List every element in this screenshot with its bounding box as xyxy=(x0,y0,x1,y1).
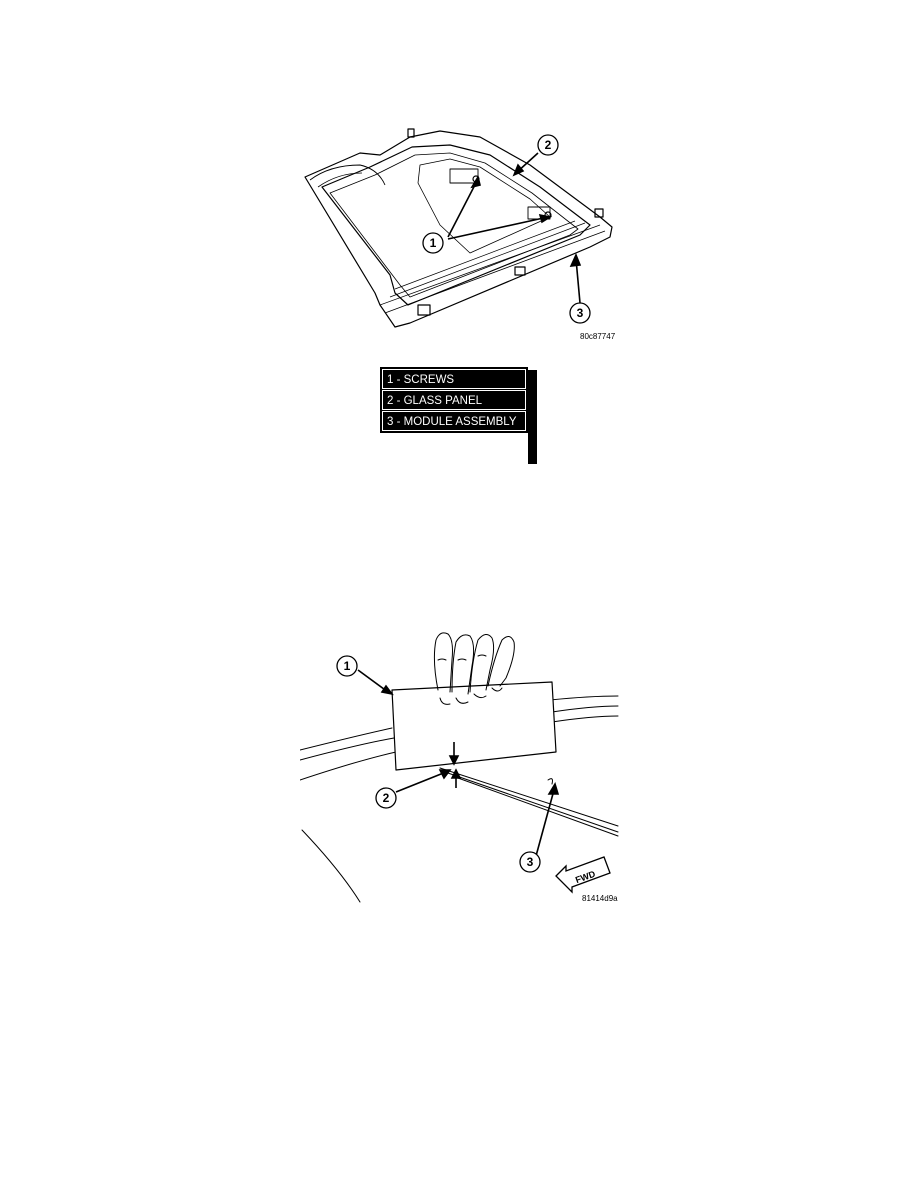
callout-1: 1 xyxy=(343,659,351,673)
callout-2: 2 xyxy=(544,138,552,152)
callout-1: 1 xyxy=(429,236,437,250)
legend-item-glass-panel: 2 - GLASS PANEL xyxy=(382,390,526,410)
figure-module-assembly xyxy=(300,125,620,335)
fwd-label: FWD xyxy=(574,868,597,886)
gap-check-illustration xyxy=(300,630,620,905)
legend-item-module-assembly: 3 - MODULE ASSEMBLY xyxy=(382,411,526,431)
figure-gap-check xyxy=(300,630,620,905)
callout-3: 3 xyxy=(526,855,534,869)
forward-arrow-icon xyxy=(556,857,610,892)
callout-2: 2 xyxy=(382,791,390,805)
legend-table xyxy=(380,367,528,433)
figure-1-id: 80c87747 xyxy=(580,332,616,341)
legend-shadow xyxy=(528,370,537,464)
legend-item-screws: 1 - SCREWS xyxy=(382,369,526,389)
figure-2-id: 81414d9a xyxy=(582,894,618,903)
module-assembly-illustration xyxy=(300,125,620,335)
callout-3: 3 xyxy=(576,306,584,320)
